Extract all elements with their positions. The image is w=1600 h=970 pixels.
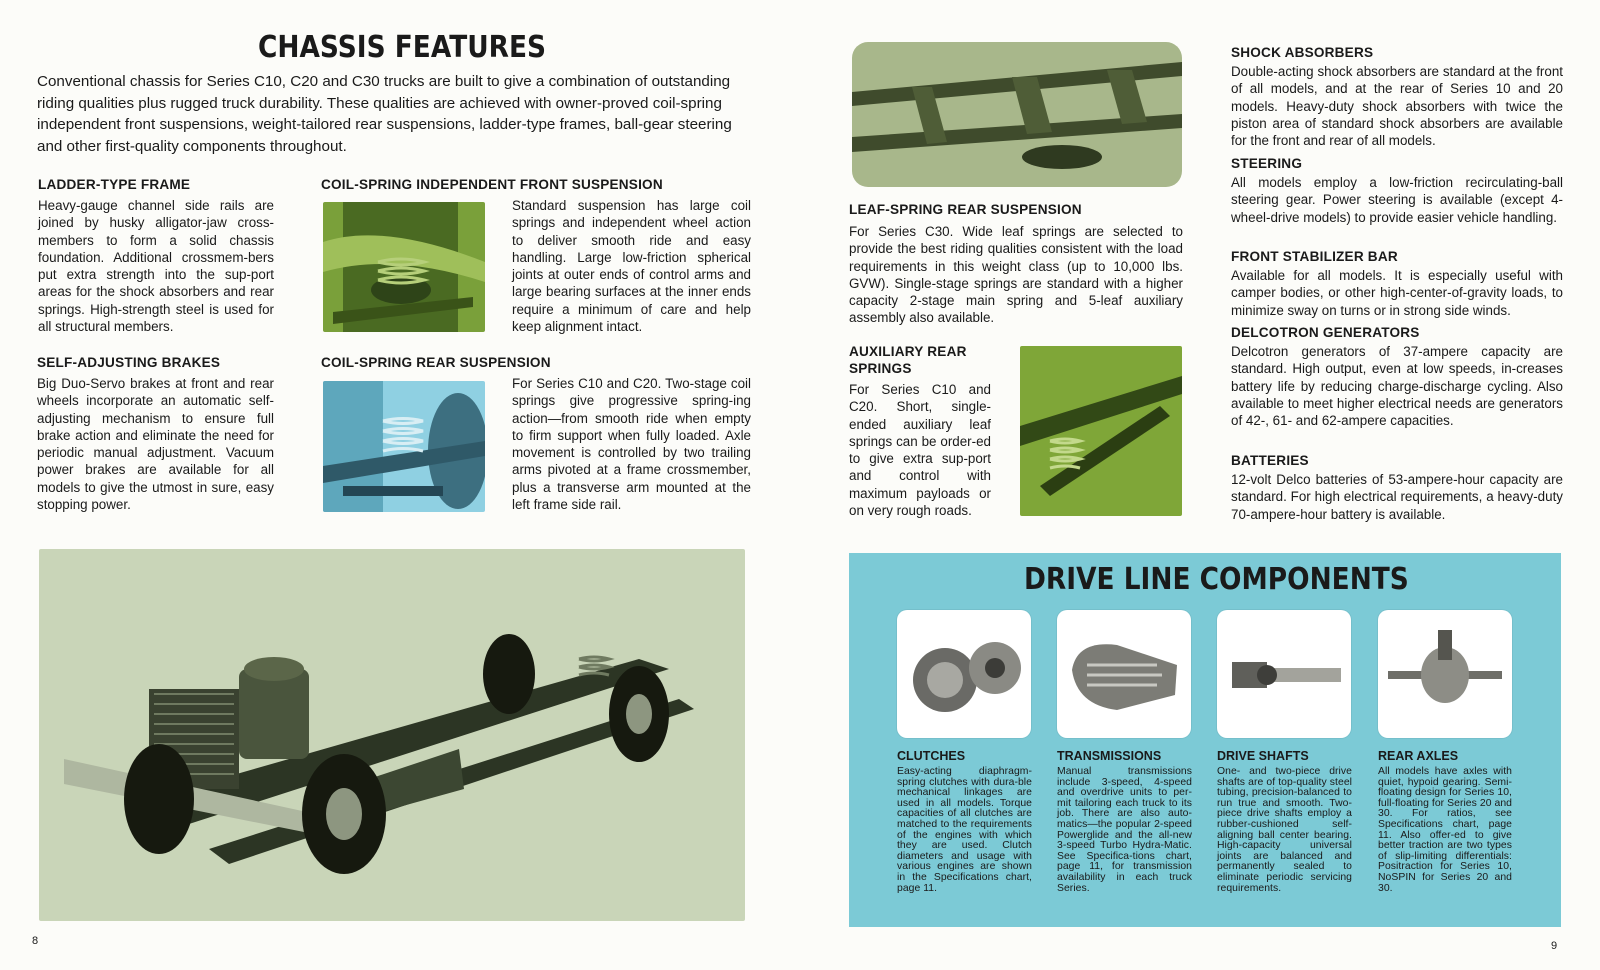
aux-spring-photo [1020,346,1182,516]
transmissions-body: Manual transmissions include 3-speed, 4-speed and overdrive units to per-mit tailoring each truck to its job. There are also auto-matics—the popular 2-speed Powerglide and the all-new 3-speed Turbo Hydra-Matic. See Specifica-tions chart, page 11, for transmission availability in each truck Series. [1057,766,1192,894]
page-number-right: 9 [1551,940,1558,952]
generators-heading: DELCOTRON GENERATORS [1231,325,1420,340]
front-suspension-photo [323,202,485,332]
page-title-chassis: CHASSIS FEATURES [258,30,547,65]
transmissions-heading: TRANSMISSIONS [1057,749,1162,763]
rear-axles-body: All models have axles with quiet, hypoid gearing. Semi-floating design for Series 10, full-floating for Series 20 and 30. For ratios, see Specifications chart, page 11. Also offer-ed to give better traction are two types of slip-limiting differentials: Positraction for Series 10, NoSPIN for Series 20 and 30. [1378,766,1512,894]
stabilizer-heading: FRONT STABILIZER BAR [1231,249,1398,264]
ladder-frame-body: Heavy-gauge channel side rails are joined by husky alligator-jaw cross-members to form a solid chassis foundation. Additional crossmem-bers put extra strength into the sup-port areas for the shock absorbers and rear springs. High-strength steel is used for all structural members. [38,198,274,335]
clutches-heading: CLUTCHES [897,749,966,763]
drive-shaft-thumb [1217,610,1351,738]
stabilizer-body: Available for all models. It is especially useful with camper bodies, or other high-center-of-gravity loads, to minimize sway on turns or in strong side winds. [1231,268,1563,318]
rear-coil-heading: COIL-SPRING REAR SUSPENSION [321,355,551,370]
aux-springs-heading-line2: SPRINGS [849,361,912,376]
aux-springs-body: For Series C10 and C20. Short, single-ended auxiliary leaf springs can be order-ed to give extra sup-port and control with maximum payloads or on very rough roads. [849,382,991,519]
shock-absorbers-body: Double-acting shock absorbers are standard at the front of all models, and at the rear of Series 10 and 20 models. Heavy-duty shock absorbers with twice the piston area of standard shock absorbers are available for the front and rear of all models. [1231,64,1563,149]
rear-axles-heading: REAR AXLES [1378,749,1459,763]
chassis-photo [39,549,745,921]
front-suspension-body: Standard suspension has large coil springs and independent wheel action to deliver smooth ride and easy handling. Large low-friction spherical joints at outer ends of control arms and large bearing surfaces at the inner ends require a minimum of care and help keep alignment intact. [512,198,751,335]
batteries-body: 12-volt Delco batteries of 53-ampere-hour capacity are standard. For high electrical requirements, a heavy-duty 70-ampere-hour battery is available. [1231,472,1563,522]
frame-photo [852,42,1182,187]
rear-axle-thumb [1378,610,1512,738]
rear-coil-photo [323,381,485,512]
rear-coil-body: For Series C10 and C20. Two-stage coil springs give progressive spring-ing action—from smooth ride when empty to firm support when fully loaded. Axle movement is controlled by two trailing arms pivoted at a frame crossmember, plus a transverse arm mounted at the left frame side rail. [512,376,751,513]
shock-absorbers-heading: SHOCK ABSORBERS [1231,45,1374,60]
clutches-body: Easy-acting diaphragm-spring clutches with dura-ble mechanical linkages are used in all models. Torque capacities of all clutches are matched to the requirements of the engines with which they are used. Clutch diameters and usage with various engines are shown in the Specifications chart, page 11. [897,766,1032,894]
steering-heading: STEERING [1231,156,1303,171]
drive-shafts-body: One- and two-piece drive shafts are of top-quality steel tubing, precision-balanced to run true and smooth. Two-piece drive shafts employ a rubber-cushioned self-aligning ball center bearing. High-capacity universal joints are balanced and permanently sealed to eliminate periodic servicing requirements. [1217,766,1352,894]
generators-body: Delcotron generators of 37-ampere capacity are standard. High output, even at low speeds, in-creases battery life by reducing charge-discharge cycling. Also available to meet higher electrical needs are generators of 42-, 61- and 62-ampere capacities. [1231,344,1563,429]
transmission-thumb [1057,610,1191,738]
intro-paragraph: Conventional chassis for Series C10, C20 and C30 trucks are built to give a combination of outstanding riding qualities plus rugged truck durability. These qualities are achieved with owner-proved coil-spring independent front suspensions, weight-tailored rear suspensions, ladder-type frames, ball-gear steering and other first-quality components throughout. [37,73,732,155]
brakes-heading: SELF-ADJUSTING BRAKES [37,355,221,370]
batteries-heading: BATTERIES [1231,453,1309,468]
front-suspension-heading: COIL-SPRING INDEPENDENT FRONT SUSPENSION [321,177,663,192]
ladder-frame-heading: LADDER-TYPE FRAME [38,177,191,192]
clutch-thumb [897,610,1031,738]
leaf-spring-body: For Series C30. Wide leaf springs are selected to provide the best riding qualities consistent with the load requirements in this weight class (up to 10,000 lbs. GVW). Single-stage springs are standard with a higher capacity 2-stage main spring and 5-leaf auxiliary assembly also available. [849,224,1183,326]
steering-body: All models employ a low-friction recirculating-ball steering gear. Power steering is available (except 4-wheel-drive models) to provide easier vehicle handling. [1231,175,1563,225]
drive-shafts-heading: DRIVE SHAFTS [1217,749,1309,763]
drive-line-title: DRIVE LINE COMPONENTS [1024,562,1409,597]
leaf-spring-heading: LEAF-SPRING REAR SUSPENSION [849,202,1082,217]
aux-springs-heading-line1: AUXILIARY REAR [849,344,967,359]
page-number-left: 8 [32,935,39,947]
brakes-body: Big Duo-Servo brakes at front and rear wheels incorporate an automatic self-adjusting mechanism to ensure full brake action and eliminate the need for periodic manual adjustment. Vacuum power brakes are available for all models to give the utmost in sure, easy stopping power. [37,376,274,513]
